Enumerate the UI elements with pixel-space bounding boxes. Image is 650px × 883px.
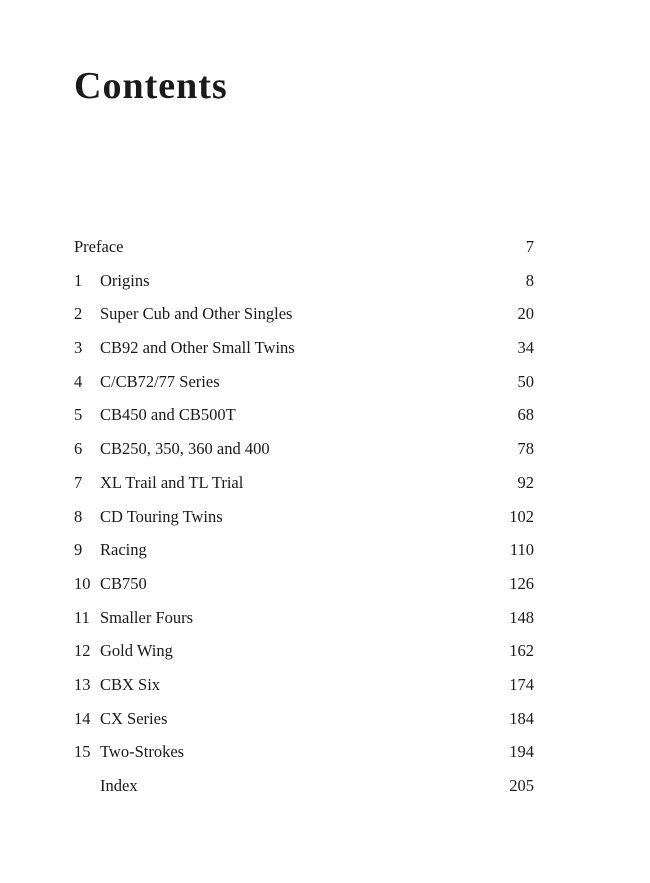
toc-entry-title: C/CB72/77 Series xyxy=(100,371,220,391)
toc-entry-number: 15 xyxy=(74,742,91,762)
toc-entry-page: 7 xyxy=(525,237,534,256)
page-title: Contents xyxy=(74,65,228,107)
toc-entry xyxy=(74,435,534,469)
toc-entry-page: 20 xyxy=(517,304,534,324)
toc-entry-number: 1 xyxy=(74,270,83,290)
toc-entry-title: Preface xyxy=(74,237,124,256)
toc-entry-index xyxy=(74,772,534,806)
toc-entry-page: 68 xyxy=(517,405,534,425)
toc-entry-number: 14 xyxy=(74,708,91,728)
toc-entry xyxy=(74,300,534,334)
toc-entry-page: 162 xyxy=(509,641,534,661)
toc-entry-page: 126 xyxy=(509,573,534,593)
toc-entry-title: CBX Six xyxy=(100,674,161,694)
toc-entry-title: CB750 xyxy=(100,573,147,593)
toc-entry xyxy=(74,503,534,537)
toc-entry xyxy=(74,604,534,638)
toc-entry-page: 205 xyxy=(509,776,534,795)
toc-entry-title: XL Trail and TL Trial xyxy=(100,472,244,492)
toc-entry-page: 194 xyxy=(509,742,534,762)
toc-entry-preface xyxy=(74,233,534,267)
toc-entry-number: 6 xyxy=(74,439,83,459)
toc-entry xyxy=(74,570,534,604)
toc-entry-title: Smaller Fours xyxy=(100,607,194,627)
toc-entry-page: 102 xyxy=(509,506,534,526)
toc-entry-page: 148 xyxy=(509,607,534,627)
toc-entry-title: Racing xyxy=(100,540,147,560)
toc-entry-title: Index xyxy=(100,776,138,795)
toc-entry xyxy=(74,637,534,671)
toc-entry-number: 8 xyxy=(74,506,83,526)
toc-entry-number: 10 xyxy=(74,573,91,593)
table-of-contents xyxy=(74,233,534,806)
toc-entry-title: CB92 and Other Small Twins xyxy=(100,338,295,358)
toc-entry-page: 110 xyxy=(509,540,534,560)
toc-entry xyxy=(74,671,534,705)
toc-entry-title: Two-Strokes xyxy=(100,742,185,762)
toc-entry-number: 4 xyxy=(74,371,83,391)
toc-entry-page: 8 xyxy=(525,270,534,290)
toc-entry-number: 9 xyxy=(74,540,83,560)
toc-entry-title: CD Touring Twins xyxy=(100,506,223,526)
toc-entry-title: Super Cub and Other Singles xyxy=(100,304,293,324)
toc-entry-number: 3 xyxy=(74,338,83,358)
toc-entry xyxy=(74,705,534,739)
toc-entry xyxy=(74,536,534,570)
toc-entry-page: 184 xyxy=(509,708,534,728)
toc-entry-page: 78 xyxy=(517,439,534,459)
toc-entry xyxy=(74,334,534,368)
toc-entry xyxy=(74,401,534,435)
toc-entry-title: CX Series xyxy=(100,708,168,728)
toc-entry xyxy=(74,738,534,772)
toc-entry-number: 7 xyxy=(74,472,83,492)
toc-entry xyxy=(74,267,534,301)
toc-entry-title: Origins xyxy=(100,270,150,290)
toc-entry-title: Gold Wing xyxy=(100,641,173,661)
toc-entry xyxy=(74,469,534,503)
toc-entry-page: 50 xyxy=(517,371,534,391)
toc-entry-page: 92 xyxy=(517,472,534,492)
toc-entry-page: 34 xyxy=(517,338,534,358)
toc-entry-title: CB250, 350, 360 and 400 xyxy=(100,439,270,459)
toc-entry-number: 12 xyxy=(74,641,91,661)
toc-entry-page: 174 xyxy=(509,674,534,694)
toc-entry-number: 5 xyxy=(74,405,83,425)
toc-entry-number: 11 xyxy=(74,607,90,627)
toc-entry-number: 13 xyxy=(74,674,91,694)
toc-entry-title: CB450 and CB500T xyxy=(100,405,236,425)
toc-entry xyxy=(74,368,534,402)
toc-entry-number: 2 xyxy=(74,304,83,324)
